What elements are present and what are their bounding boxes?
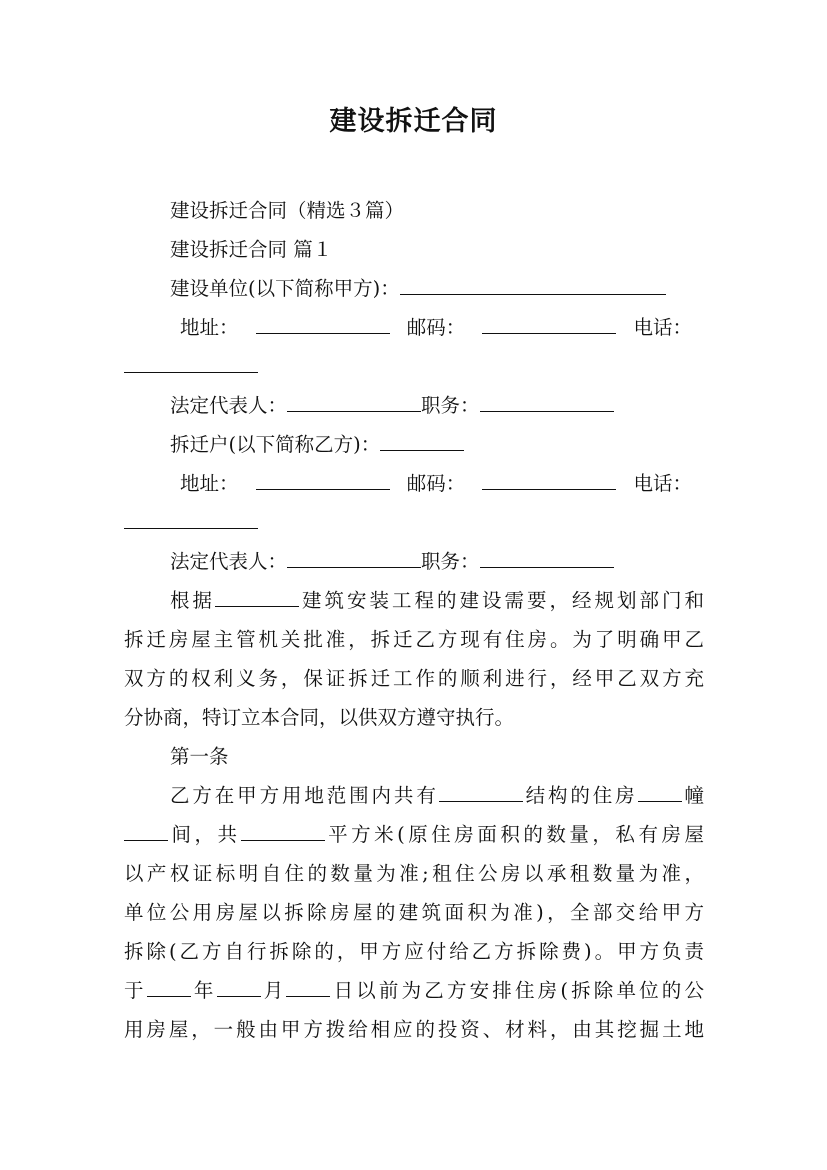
body-line xyxy=(124,859,704,889)
body-text: 于 xyxy=(124,979,147,1002)
structure-blank xyxy=(439,781,523,802)
body-text: 单位公用房屋以拆除房屋的建筑面积为准)，全部交给甲方 xyxy=(124,901,704,924)
party-b-phone-blank-line xyxy=(124,508,704,538)
body-text: 以产权证标明自住的数量为准;租住公房以承租数量为准， xyxy=(124,862,704,885)
address-blank xyxy=(256,469,390,490)
body-text: 日以前为乙方安排住房(拆除单位的公 xyxy=(330,979,704,1002)
postcode-blank xyxy=(482,313,616,334)
body-line xyxy=(124,664,704,694)
postcode-blank xyxy=(482,469,616,490)
body-line xyxy=(124,625,704,655)
party-b-line xyxy=(170,430,704,460)
body-line xyxy=(124,976,704,1006)
phone-label: 电话： xyxy=(633,316,692,339)
representative-blank xyxy=(287,391,421,412)
party-a-rep-line xyxy=(170,391,704,421)
party-b-label: 拆迁户(以下简称乙方)： xyxy=(170,433,381,456)
body-text: 拆迁房屋主管机关批准，拆迁乙方现有住房。为了明确甲乙 xyxy=(124,628,704,651)
section-heading xyxy=(170,235,704,265)
month-blank xyxy=(217,976,261,997)
body-text: 根据 xyxy=(170,589,215,612)
article-heading-text: 第一条 xyxy=(170,745,229,768)
address-blank xyxy=(256,313,390,334)
building-count-blank xyxy=(638,781,682,802)
body-line xyxy=(170,586,704,616)
phone-blank xyxy=(124,508,258,529)
party-a-blank xyxy=(400,274,666,295)
postcode-label: 邮码： xyxy=(406,472,466,495)
body-text: 幢 xyxy=(681,784,704,807)
position-blank xyxy=(480,391,614,412)
party-b-blank xyxy=(380,430,464,451)
body-text: 建筑安装工程的建设需要，经规划部门和 xyxy=(299,589,704,612)
body-text: 月 xyxy=(260,979,287,1002)
year-blank xyxy=(147,976,191,997)
party-a-line xyxy=(170,274,704,304)
body-line xyxy=(170,781,704,811)
body-line xyxy=(124,937,704,967)
body-text: 结构的住房 xyxy=(522,784,638,807)
representative-label: 法定代表人： xyxy=(170,550,288,573)
body-text: 乙方在甲方用地范围内共有 xyxy=(170,784,439,807)
representative-blank xyxy=(287,547,421,568)
body-text: 用房屋，一般由甲方拨给相应的投资、材料，由其挖掘土地 xyxy=(124,1018,704,1041)
section-heading-text: 建设拆迁合同 篇１ xyxy=(170,238,333,261)
party-a-address-line xyxy=(180,313,692,343)
body-text: 分协商，特订立本合同，以供双方遵守执行。 xyxy=(124,706,515,729)
position-label: 职务： xyxy=(421,394,480,417)
area-blank xyxy=(241,820,325,841)
body-text: 拆除(乙方自行拆除的，甲方应付给乙方拆除费)。甲方负责 xyxy=(124,940,704,963)
body-line xyxy=(124,820,704,850)
postcode-label: 邮码： xyxy=(406,316,466,339)
body-text: 间，共 xyxy=(168,823,241,846)
room-count-blank xyxy=(124,820,168,841)
representative-label: 法定代表人： xyxy=(170,394,288,417)
body-text: 平方米(原住房面积的数量，私有房屋 xyxy=(324,823,704,846)
body-text: 年 xyxy=(190,979,217,1002)
day-blank xyxy=(286,976,330,997)
party-b-address-line xyxy=(180,469,692,499)
party-b-rep-line xyxy=(170,547,704,577)
body-text: 双方的权利义务，保证拆迁工作的顺利进行，经甲乙双方充 xyxy=(124,667,704,690)
party-a-label: 建设单位(以下简称甲方)： xyxy=(170,277,400,300)
body-line xyxy=(124,1015,704,1045)
address-label: 地址： xyxy=(180,316,239,339)
position-blank xyxy=(480,547,614,568)
body-line xyxy=(124,703,704,733)
article-heading xyxy=(170,742,704,772)
address-label: 地址： xyxy=(180,472,239,495)
project-blank xyxy=(215,586,299,607)
body-line xyxy=(124,898,704,928)
document-title: 建设拆迁合同 xyxy=(329,106,498,137)
subtitle-line xyxy=(170,196,704,226)
phone-blank xyxy=(124,352,258,373)
subtitle-text: 建设拆迁合同（精选３篇） xyxy=(170,199,405,222)
phone-label: 电话： xyxy=(633,472,692,495)
party-a-phone-blank-line xyxy=(124,352,704,382)
position-label: 职务： xyxy=(421,550,480,573)
